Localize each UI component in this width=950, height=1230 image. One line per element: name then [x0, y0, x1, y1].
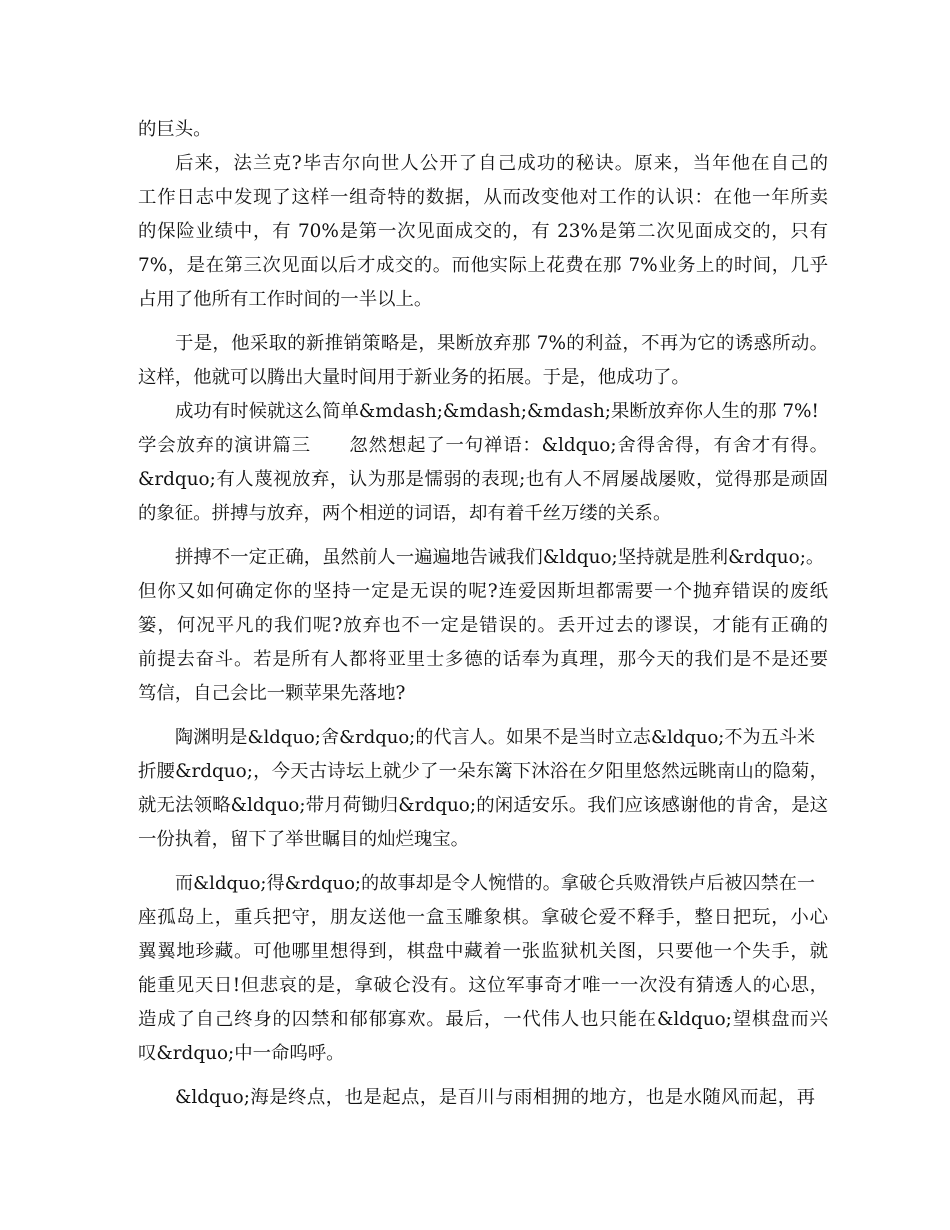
text-line: 后来，法兰克?毕吉尔向世人公开了自己成功的秘诀。原来，当年他在自己的: [175, 153, 828, 174]
text-line: 一份执着，留下了举世瞩目的灿烂瑰宝。: [138, 829, 470, 850]
text-line: 前提去奋斗。若是所有人都将亚里士多德的话奉为真理，那今天的我们是不是还要: [138, 649, 828, 670]
text-line: 的象征。拼搏与放弃，两个相逆的词语，却有着千丝万缕的关系。: [138, 503, 672, 524]
text-line: 拼搏不一定正确，虽然前人一遍遍地告诫我们&ldquo;坚持就是胜利&rdquo;。: [175, 547, 825, 568]
text-line: &rdquo;有人蔑视放弃，认为那是懦弱的表现;也有人不屑屡战屡败，觉得那是顽固: [138, 469, 828, 490]
text-line: 篓，何况平凡的我们呢?放弃也不一定是错误的。丢开过去的谬误，才能有正确的: [138, 615, 828, 636]
text-line: 但你又如何确定你的坚持一定是无误的呢?连爱因斯坦都需要一个抛弃错误的废纸: [138, 581, 828, 602]
text-line: 而&ldquo;得&rdquo;的故事却是令人惋惜的。拿破仑兵败滑铁卢后被囚禁在一: [175, 873, 815, 894]
text-line: 造成了自己终身的囚禁和郁郁寡欢。最后，一代伟人也只能在&ldquo;望棋盘而兴: [138, 1009, 828, 1030]
text-line: 座孤岛上，重兵把守，朋友送他一盒玉雕象棋。拿破仑爱不释手，整日把玩，小心: [138, 907, 828, 928]
text-line: 学会放弃的演讲篇三 忽然想起了一句禅语：&ldquo;舍得舍得，有舍才有得。: [138, 435, 828, 456]
text-line: 折腰&rdquo;，今天古诗坛上就少了一朵东篱下沐浴在夕阳里悠然远眺南山的隐菊，: [138, 761, 828, 782]
text-line: 的保险业绩中，有 70%是第一次见面成交的，有 23%是第二次见面成交的，只有: [138, 221, 828, 242]
text-line: 工作日志中发现了这样一组奇特的数据，从而改变他对工作的认识：在他一年所卖: [138, 187, 828, 208]
text-line: 翼翼地珍藏。可他哪里想得到，棋盘中藏着一张监狱机关图，只要他一个失手，就: [138, 941, 828, 962]
text-line: 的巨头。: [138, 119, 212, 140]
text-line: 笃信，自己会比一颗苹果先落地?: [138, 683, 406, 704]
text-line: 能重见天日!但悲哀的是，拿破仑没有。这位军事奇才唯一一次没有猜透人的心思，: [138, 975, 828, 996]
text-line: 成功有时候就这么简单&mdash;&mdash;&mdash;果断放弃你人生的那 7%!: [175, 401, 819, 422]
text-line: 就无法领略&ldquo;带月荷锄归&rdquo;的闲适安乐。我们应该感谢他的肯舍，是这: [138, 795, 828, 816]
text-line: 占用了他所有工作时间的一半以上。: [138, 289, 433, 310]
text-line: 叹&rdquo;中一命呜呼。: [138, 1043, 345, 1064]
text-line: 于是，他采取的新推销策略是，果断放弃那 7%的利益，不再为它的诱惑所动。: [175, 333, 828, 354]
text-line: 陶渊明是&ldquo;舍&rdquo;的代言人。如果不是当时立志&ldquo;不为五斗米: [175, 727, 815, 748]
text-line: &ldquo;海是终点，也是起点，是百川与雨相拥的地方，也是水随风而起，再: [175, 1087, 815, 1108]
text-line: 这样，他就可以腾出大量时间用于新业务的拓展。于是，他成功了。: [138, 367, 690, 388]
text-line: 7%，是在第三次见面以后才成交的。而他实际上花费在那 7%业务上的时间，几乎: [138, 255, 828, 276]
